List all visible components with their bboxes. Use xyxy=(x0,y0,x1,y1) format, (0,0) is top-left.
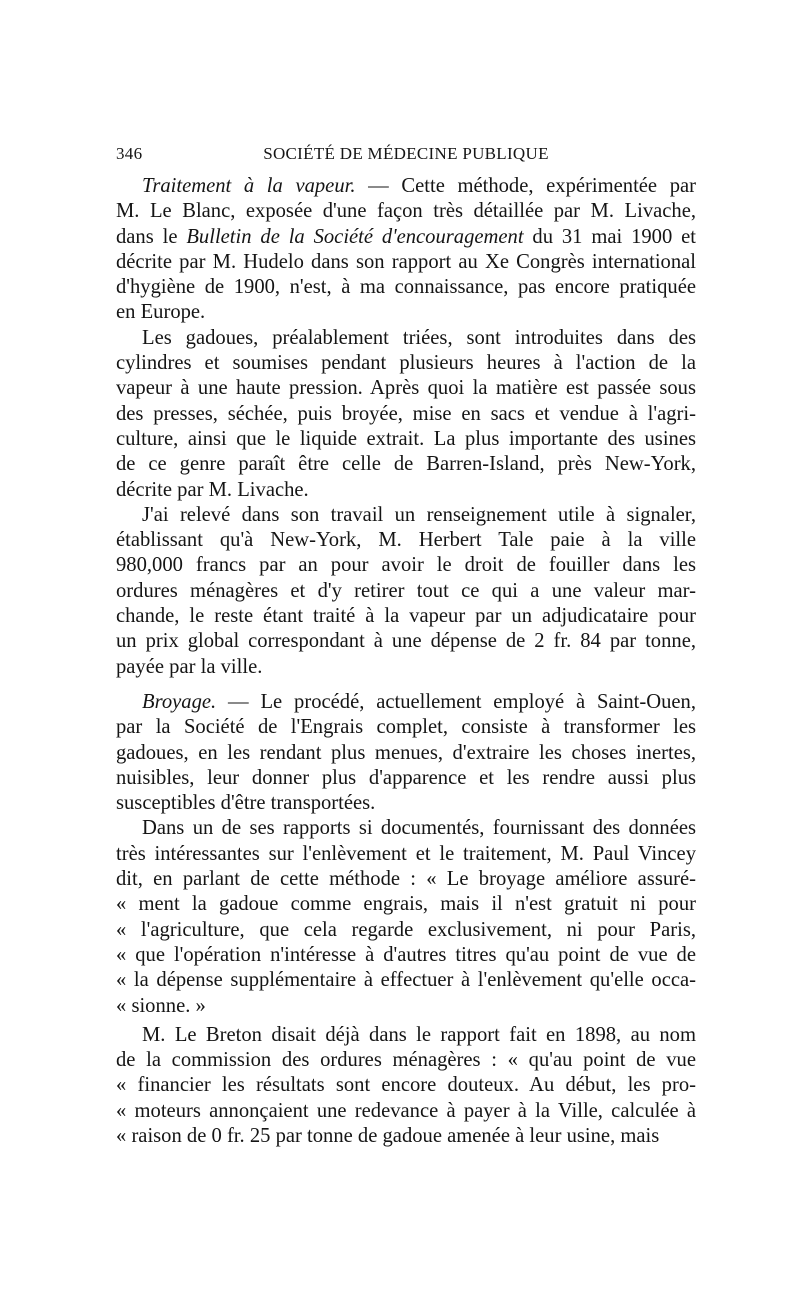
text-segment: du 31 mai 1900 et xyxy=(523,225,696,248)
text-segment: cylindres et soumises pendant plusieurs heures à l'action de la xyxy=(116,352,696,375)
text-segment: très intéressantes sur l'enlèvement et le traitement, M. Paul Vincey xyxy=(116,842,696,865)
text-segment: Dans un de ses rapports si documentés, fournissant des données xyxy=(142,817,696,840)
text-segment: établissant qu'à New-York, M. Herbert Tale paie à la ville xyxy=(116,529,696,552)
text-segment: ordures ménagères et d'y retirer tout ce qui a une valeur mar- xyxy=(116,579,696,602)
text-segment: « moteurs annonçaient une redevance à payer à la Ville, calculée à xyxy=(116,1099,696,1122)
text-line xyxy=(116,791,696,816)
text-line xyxy=(116,918,696,943)
text-line xyxy=(116,326,696,351)
text-line xyxy=(116,225,696,250)
text-segment: nuisibles, leur donner plus d'apparence et les rendre aussi plus xyxy=(116,766,696,789)
text-segment: dans le xyxy=(116,225,187,248)
text-line xyxy=(116,300,696,325)
text-segment: J'ai relevé dans son travail un renseignement utile à signaler, xyxy=(142,503,696,526)
paragraph xyxy=(116,503,696,680)
text-line xyxy=(116,604,696,629)
text-segment: susceptibles d'être transportées. xyxy=(116,792,376,815)
text-segment: « sionne. » xyxy=(116,994,206,1017)
text-segment: Les gadoues, préalablement triées, sont introduites dans des xyxy=(142,326,696,349)
paragraph xyxy=(116,690,696,816)
text-line xyxy=(116,968,696,993)
text-line xyxy=(116,816,696,841)
italic-text: Traitement à la vapeur. xyxy=(142,175,356,197)
running-title: SOCIÉTÉ DE MÉDECINE PUBLIQUE xyxy=(263,144,549,163)
text-line xyxy=(116,715,696,740)
page-header xyxy=(116,144,696,168)
text-segment: « l'agriculture, que cela regarde exclusivement, ni pour Paris, xyxy=(116,918,696,941)
text-line xyxy=(116,943,696,968)
text-segment: payée par la ville. xyxy=(116,655,263,678)
text-line xyxy=(116,1099,696,1124)
text-line xyxy=(116,655,696,680)
paragraph xyxy=(116,1023,696,1149)
text-line xyxy=(116,1048,696,1073)
text-line xyxy=(116,528,696,553)
text-line xyxy=(116,994,696,1019)
text-segment: décrite par M. Livache. xyxy=(116,478,309,501)
text-segment: « que l'opération n'intéresse à d'autres titres qu'au point de vue de xyxy=(116,943,696,966)
page-number: 346 xyxy=(116,144,143,163)
text-line xyxy=(116,741,696,766)
text-line xyxy=(116,351,696,376)
text-segment: de ce genre paraît être celle de Barren-Island, près New-York, xyxy=(116,453,696,476)
text-line xyxy=(116,629,696,654)
text-segment: M. Le Breton disait déjà dans le rapport fait en 1898, au nom xyxy=(142,1023,696,1046)
text-segment: en Europe. xyxy=(116,301,206,324)
text-segment: gadoues, en les rendant plus menues, d'extraire les choses inertes, xyxy=(116,741,696,764)
text-line xyxy=(116,427,696,452)
text-segment: un prix global correspondant à une dépense de 2 fr. 84 par tonne, xyxy=(116,630,696,653)
text-line xyxy=(116,478,696,503)
paragraph xyxy=(116,174,696,326)
italic-text: Broyage. xyxy=(142,690,217,713)
text-line xyxy=(116,1023,696,1048)
text-segment: dit, en parlant de cette méthode : « Le broyage améliore assuré- xyxy=(116,868,696,891)
text-segment: vapeur à une haute pression. Après quoi la matière est passée sous xyxy=(116,377,696,400)
text-segment: 980,000 francs par an pour avoir le droit de fouiller dans les xyxy=(116,554,696,577)
text-segment: chande, le reste étant traité à la vapeur par un adjudicataire pour xyxy=(116,605,696,628)
text-line xyxy=(116,250,696,275)
text-line xyxy=(116,275,696,300)
text-segment: « raison de 0 fr. 25 par tonne de gadoue amenée à leur usine, mais xyxy=(116,1124,660,1147)
text-segment: décrite par M. Hudelo dans son rapport au Xe Congrès international xyxy=(116,250,696,273)
text-segment: culture, ainsi que le liquide extrait. La plus importante des usines xyxy=(116,427,696,450)
paragraph xyxy=(116,816,696,1018)
text-line xyxy=(116,199,696,224)
italic-text: Bulletin de la Société d'encouragement xyxy=(186,225,524,248)
text-segment: des presses, séchée, puis broyée, mise en sacs et vendue à l'agri- xyxy=(116,402,696,425)
text-segment: M. Le Blanc, exposée d'une façon très détaillée par M. Livache, xyxy=(116,200,696,223)
paragraph xyxy=(116,326,696,503)
text-line xyxy=(116,766,696,791)
text-line xyxy=(116,174,696,199)
text-line xyxy=(116,1124,696,1149)
text-segment: « financier les résultats sont encore douteux. Au début, les pro- xyxy=(116,1074,696,1097)
text-segment: par la Société de l'Engrais complet, consiste à transformer les xyxy=(116,716,696,739)
text-segment: « ment la gadoue comme engrais, mais il n'est gratuit ni pour xyxy=(116,893,696,916)
text-line xyxy=(116,579,696,604)
text-segment: d'hygiène de 1900, n'est, à ma connaissance, pas encore pratiquée xyxy=(116,276,696,299)
text-line xyxy=(116,452,696,477)
text-segment: de la commission des ordures ménagères : « qu'au point de vue xyxy=(116,1049,696,1072)
text-line xyxy=(116,867,696,892)
text-line xyxy=(116,553,696,578)
text-segment: — Cette méthode, expérimentée par xyxy=(355,175,696,197)
text-line xyxy=(116,892,696,917)
text-line xyxy=(116,690,696,715)
text-segment: « la dépense supplémentaire à effectuer à l'enlèvement qu'elle occa- xyxy=(116,969,696,992)
text-line xyxy=(116,503,696,528)
text-line xyxy=(116,376,696,401)
text-line xyxy=(116,842,696,867)
body-text xyxy=(116,174,696,1149)
text-line xyxy=(116,1073,696,1098)
text-line xyxy=(116,402,696,427)
text-segment: — Le procédé, actuellement employé à Saint-Ouen, xyxy=(216,690,696,713)
